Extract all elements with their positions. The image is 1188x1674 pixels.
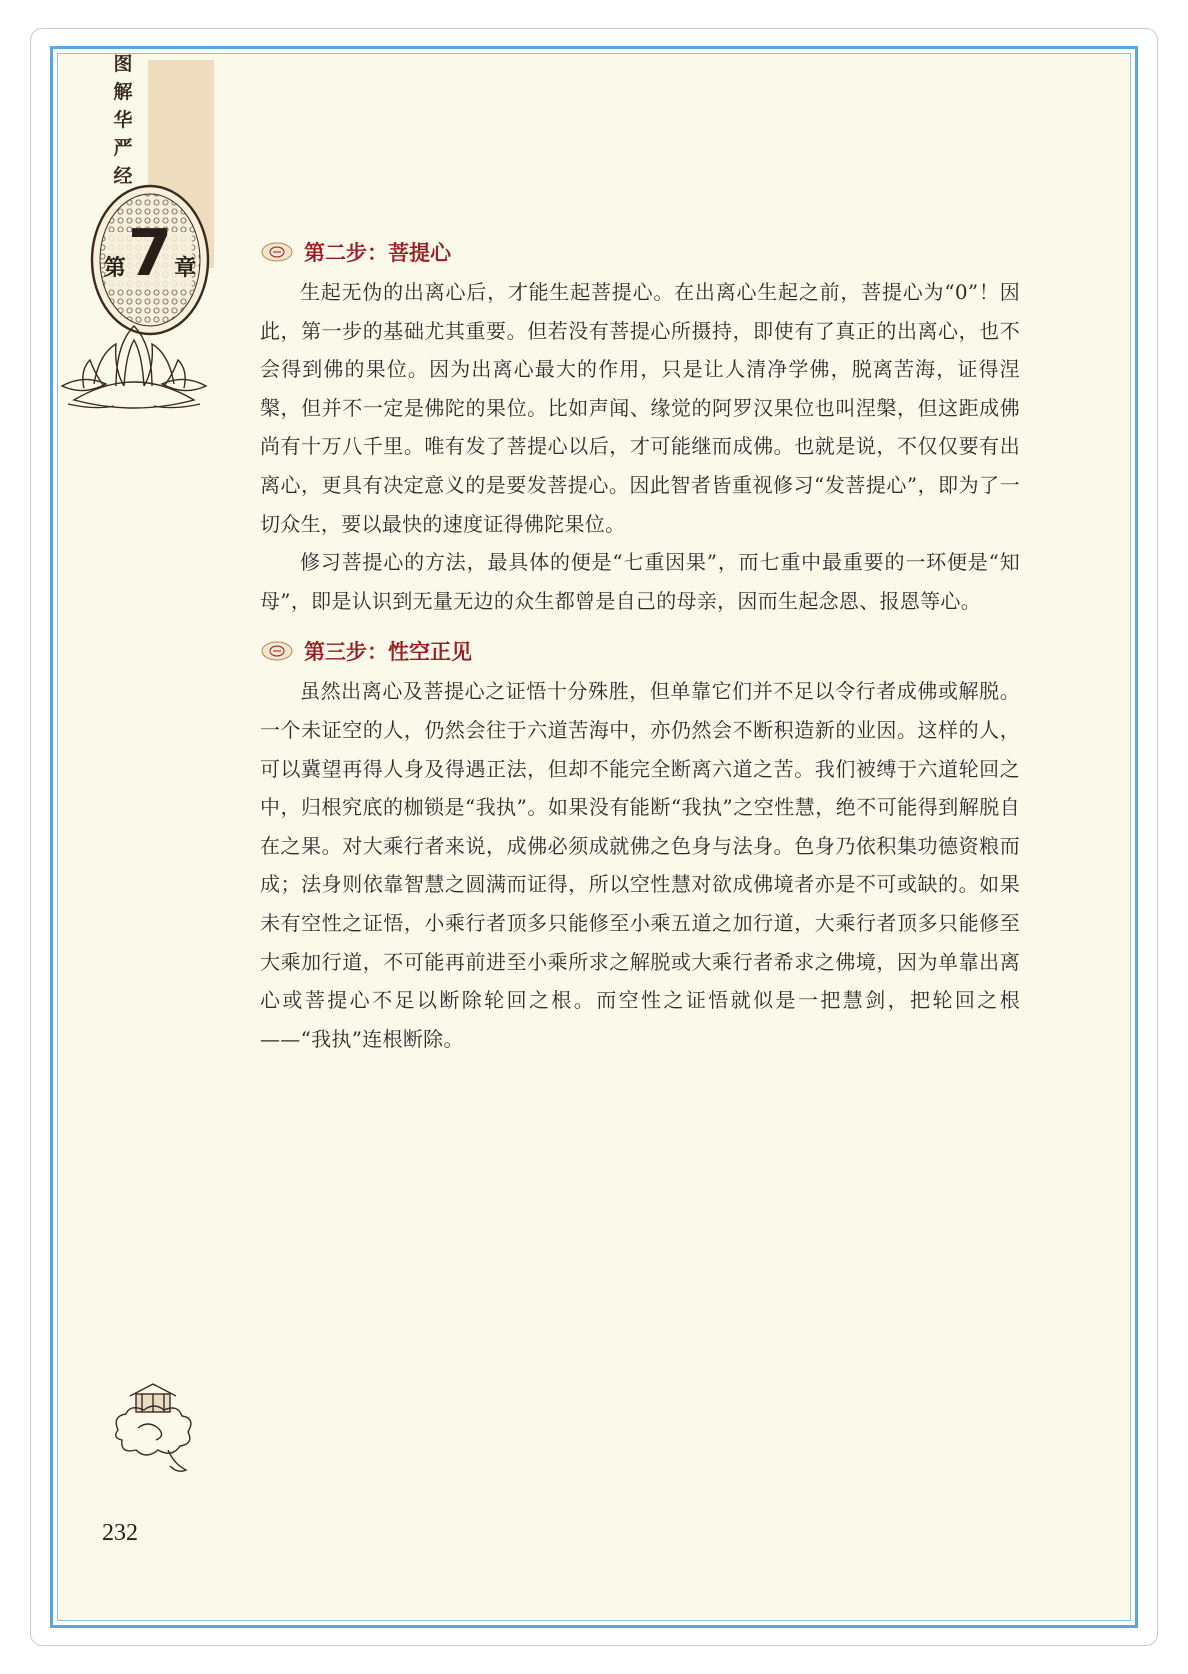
section-ornament-icon xyxy=(260,640,294,662)
chapter-number: 7 xyxy=(127,217,173,291)
paragraph: 虽然出离心及菩提心之证悟十分殊胜，但单靠它们并不足以令行者成佛或解脱。一个未证空的人，仍然会往于六道苦海中，亦仍然会不断积造新的业因。这样的人，可以冀望再得人身及得遇正法，但却不能完全断离六道之苦。我们被缚于六道轮回之中，归根究底的枷锁是“我执”。如果没有能断“我执”之空性慧，绝不可能得到解脱自在之果。对大乘行者来说，成佛必须成就佛之色身与法身。色身乃依积集功德资粮而成；法身则依靠智慧之圆满而证得，所以空性慧对欲成佛境者亦是不可或缺的。如果未有空性之证悟，小乘行者顶多只能修至小乘五道之加行道，大乘行者顶多只能修至大乘加行道，不可能再前进至小乘所求之解脱或大乘行者希求之佛境，因为单靠出离心或菩提心不足以断除轮回之根。而空性之证悟就似是一把慧剑，把轮回之根——“我执”连根断除。 xyxy=(260,679,1020,1051)
section-heading-step2 xyxy=(260,235,1020,269)
side-title-char: 严 xyxy=(113,137,133,159)
page-number: 232 xyxy=(102,1520,138,1546)
side-title-char: 经 xyxy=(113,165,133,187)
side-title-char: 华 xyxy=(113,109,133,131)
side-book-title xyxy=(90,50,156,190)
chapter-suffix: 章 xyxy=(174,256,197,281)
side-title-char: 解 xyxy=(113,81,133,103)
chapter-label xyxy=(80,217,220,291)
lotus-icon xyxy=(54,304,214,414)
main-content xyxy=(260,235,1020,1058)
section-heading-text: 第三步：性空正见 xyxy=(304,640,472,665)
section-ornament-icon xyxy=(260,241,294,263)
paragraph: 修习菩提心的方法，最具体的便是“七重因果”，而七重中最重要的一环便是“知母”，即是认识到无量无边的众生都曾是自己的母亲，因而生起念恩、报恩等心。 xyxy=(260,550,1020,613)
side-title-char: 图 xyxy=(113,53,133,75)
temple-cloud-ornament-icon xyxy=(108,1380,198,1480)
section-heading-text: 第二步：菩提心 xyxy=(304,241,451,265)
section-heading-step3 xyxy=(260,634,1020,668)
paragraph: 生起无伪的出离心后，才能生起菩提心。在出离心生起之前，菩提心为“0”！因此，第一步的基础尤其重要。但若没有菩提心所摄持，即使有了真正的出离心，也不会得到佛的果位。因为出离心最大的作用，只是让人清净学佛，脱离苦海，证得涅槃，但并不一定是佛陀的果位。比如声闻、缘觉的阿罗汉果位也叫涅槃，但这距成佛尚有十万八千里。唯有发了菩提心以后，才可能继而成佛。也就是说，不仅仅要有出离心，更具有决定意义的是要发菩提心。因此智者皆重视修习“发菩提心”，即为了一切众生，要以最快的速度证得佛陀果位。 xyxy=(260,280,1020,536)
chapter-prefix: 第 xyxy=(103,256,126,281)
